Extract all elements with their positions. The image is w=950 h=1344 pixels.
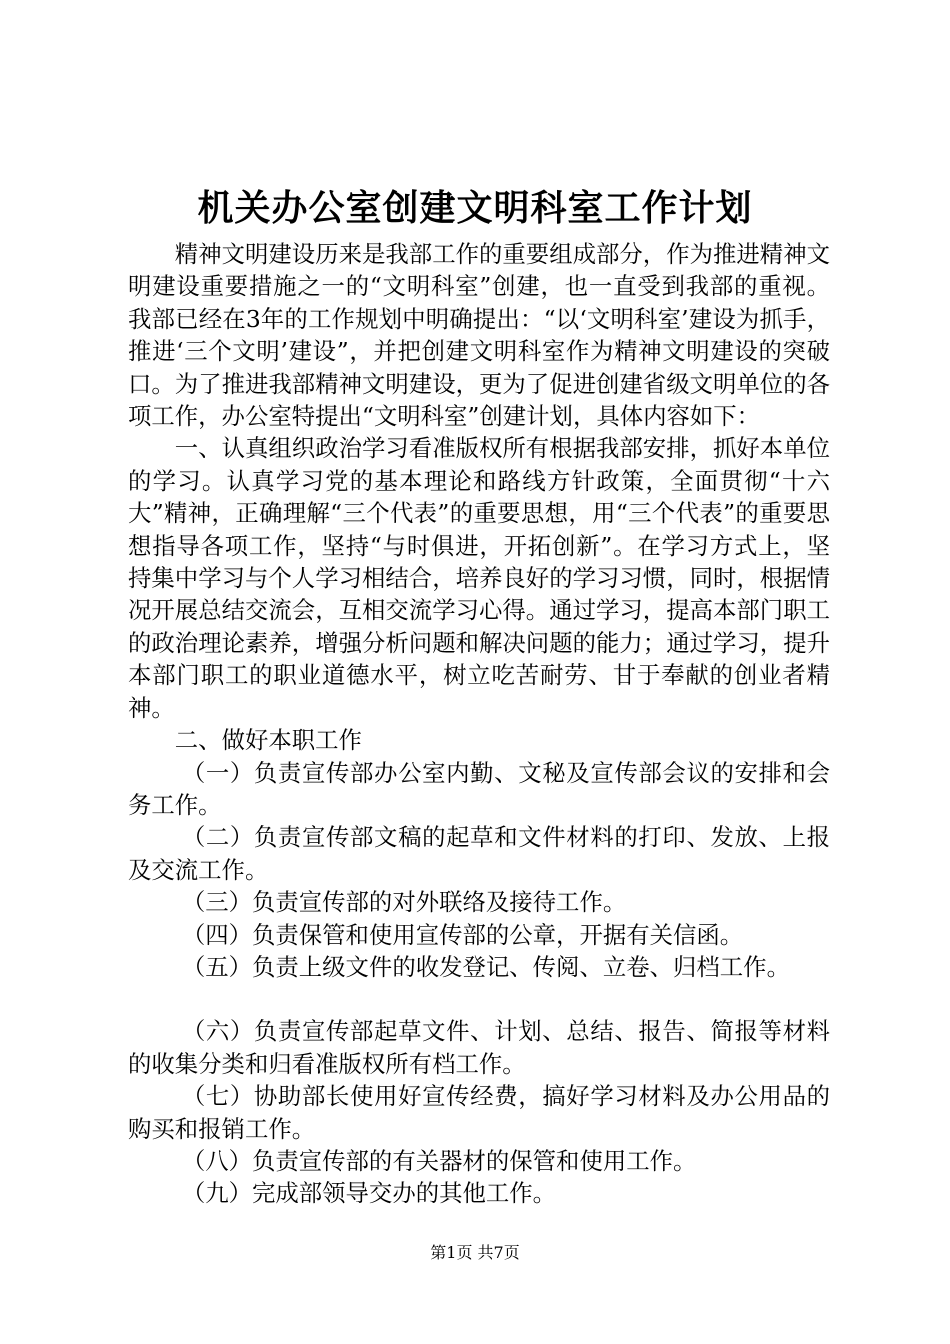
- duty-item-5: （五）负责上级文件的收发登记、传阅、立卷、归档工作。: [181, 952, 790, 981]
- page-number-footer: 第1页 共7页: [430, 1243, 520, 1262]
- section-one-paragraph: 一、认真组织政治学习看准版权所有根据我部安排，抓好本单位的学习。认真学习党的基本理论和路线方针政策，全面贯彻“十六大”精神，正确理解“三个代表”的重要思想，用“三个代表”的重要思想指导各项工作，坚持“与时俱进，开拓创新”。在学习方式上，坚持集中学习与个人学习相结合，培养良好的学习习惯，同时，根据情况开展总结交流会，互相交流学习心得。通过学习，提高本部门职工的政治理论素养，增强分析问题和解决问题的能力；通过学习，提升本部门职工的职业道德水平，树立吃苦耐劳、甘于奉献的创业者精神。: [128, 434, 830, 722]
- duty-item-3: （三）负责宣传部的对外联络及接待工作。: [181, 888, 627, 917]
- document-body: [128, 238, 830, 1210]
- duty-item-4: （四）负责保管和使用宣传部的公章，开据有关信函。: [181, 920, 744, 949]
- document-title: 机关办公室创建文明科室工作计划: [197, 187, 753, 229]
- duty-item-9: （九）完成部领导交办的其他工作。: [181, 1179, 557, 1208]
- duty-item-1: （一）负责宣传部办公室内勤、文秘及宣传部会议的安排和会务工作。: [128, 758, 830, 819]
- duty-item-7: （七）协助部长使用好宣传经费，搞好学习材料及办公用品的购买和报销工作。: [128, 1082, 830, 1143]
- intro-paragraph: 精神文明建设历来是我部工作的重要组成部分，作为推进精神文明建设重要措施之一的“文明科室”创建，也一直受到我部的重视。我部已经在3年的工作规划中明确提出：“以‘文明科室’建设为抓手，推进‘三个文明’建设”，并把创建文明科室作为精神文明建设的突破口。为了推进我部精神文明建设，更为了促进创建省级文明单位的各项工作，办公室特提出“文明科室”创建计划，具体内容如下：: [128, 240, 830, 431]
- duty-item-6: （六）负责宣传部起草文件、计划、总结、报告、简报等材料的收集分类和归看准版权所有档工作。: [128, 1017, 830, 1078]
- duty-item-2: （二）负责宣传部文稿的起草和文件材料的打印、发放、上报及交流工作。: [128, 823, 830, 884]
- duty-item-8: （八）负责宣传部的有关器材的保管和使用工作。: [181, 1146, 697, 1175]
- section-two-heading: 二、做好本职工作: [174, 726, 362, 755]
